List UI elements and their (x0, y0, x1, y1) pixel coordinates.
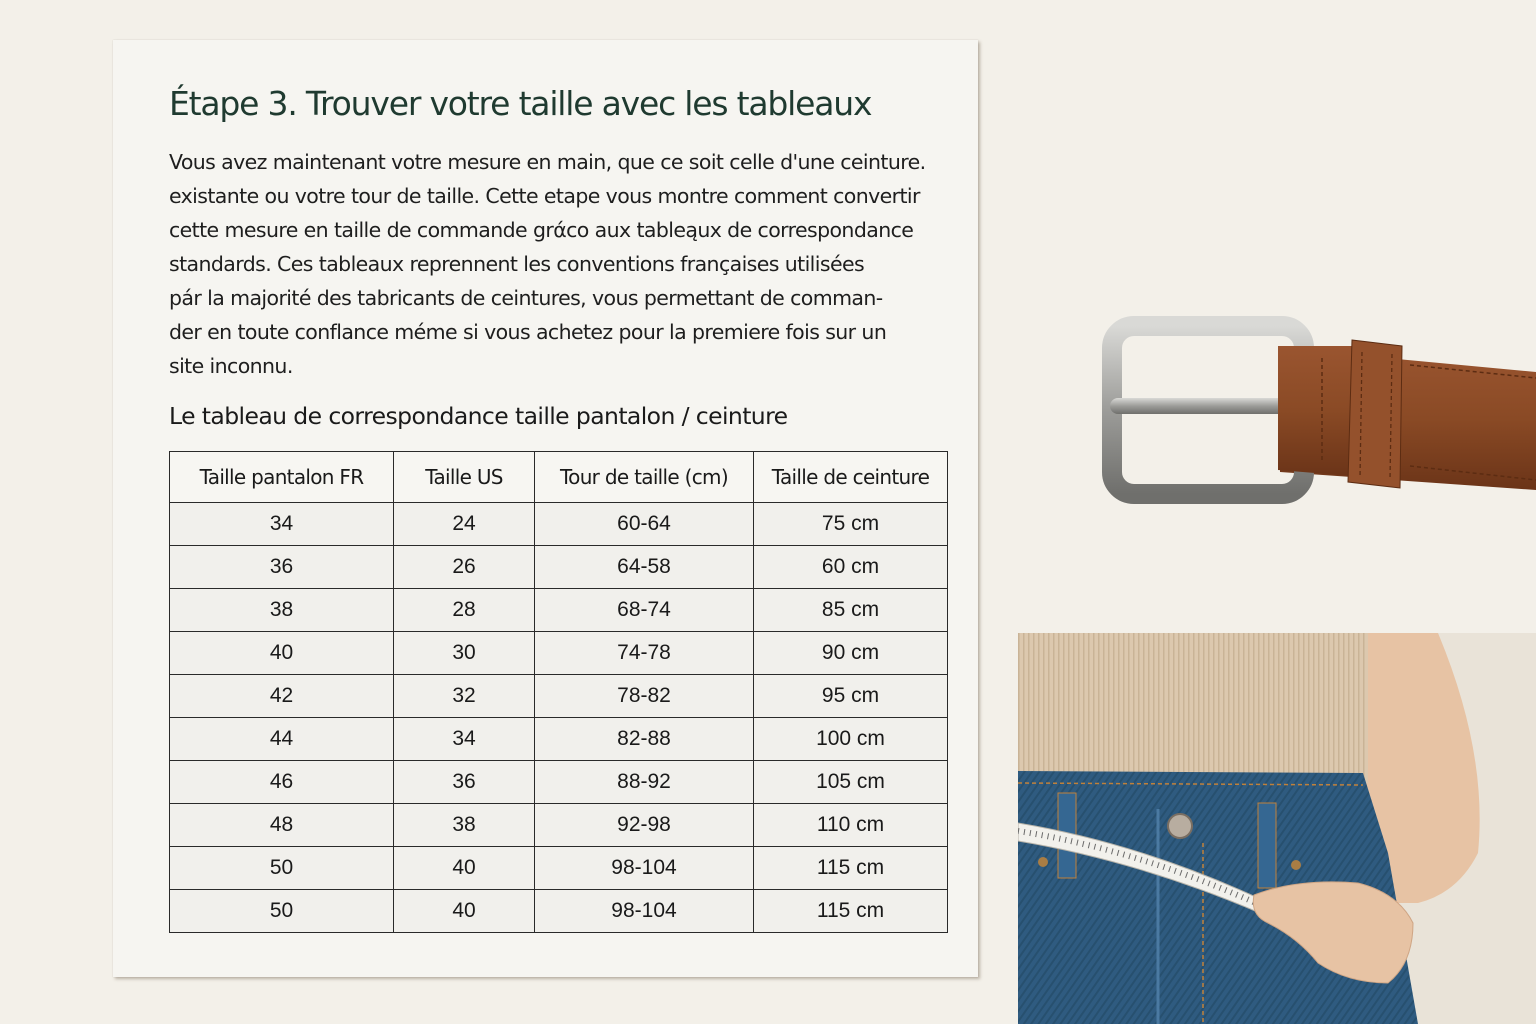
cell-us: 38 (394, 804, 535, 847)
table-row (170, 675, 948, 718)
cell-belt: 75 cm (754, 503, 948, 546)
intro-line: der en toute conflance méme si vous achetez pour la premiere fois sur un (169, 320, 887, 344)
header-belt-size: Taille de ceinture (754, 452, 948, 503)
cell-belt: 100 cm (754, 718, 948, 761)
cell-us: 40 (394, 847, 535, 890)
cell-us: 26 (394, 546, 535, 589)
table-row (170, 718, 948, 761)
table-row (170, 589, 948, 632)
table-title: Le tableau de correspondance taille pantalon / ceinture (169, 402, 788, 430)
table-row (170, 503, 948, 546)
cell-belt: 85 cm (754, 589, 948, 632)
ribbed-sweater (1018, 633, 1368, 783)
cell-us: 40 (394, 890, 535, 933)
cell-belt: 90 cm (754, 632, 948, 675)
cell-us: 28 (394, 589, 535, 632)
cell-us: 34 (394, 718, 535, 761)
cell-fr: 42 (170, 675, 394, 718)
jeans-button (1168, 814, 1192, 838)
page-title: Étape 3. Trouver votre taille avec les tableaux (169, 84, 872, 123)
intro-line: standards. Ces tableaux reprennent les conventions françaises utilisées (169, 252, 865, 276)
table-row (170, 546, 948, 589)
cell-belt: 110 cm (754, 804, 948, 847)
intro-line: Vous avez maintenant votre mesure en main, que ce soit celle d'une ceinture. (169, 150, 926, 174)
cell-fr: 46 (170, 761, 394, 804)
cell-waist: 68-74 (535, 589, 754, 632)
size-correspondence-table (169, 451, 948, 933)
cell-waist: 74-78 (535, 632, 754, 675)
intro-paragraph (169, 145, 959, 383)
cell-fr: 36 (170, 546, 394, 589)
header-us-size: Taille US (394, 452, 535, 503)
cell-waist: 64-58 (535, 546, 754, 589)
header-fr-size: Taille pantalon FR (170, 452, 394, 503)
cell-us: 32 (394, 675, 535, 718)
cell-us: 30 (394, 632, 535, 675)
intro-line: existante ou votre tour de taille. Cette etape vous montre comment convertir (169, 184, 920, 208)
table-header-row (170, 452, 948, 503)
cell-belt: 115 cm (754, 847, 948, 890)
cell-fr: 40 (170, 632, 394, 675)
cell-waist: 78-82 (535, 675, 754, 718)
intro-line: pár la majorité des tabricants de ceintures, vous permettant de comman- (169, 286, 883, 310)
size-guide-card (113, 40, 978, 977)
table-row (170, 804, 948, 847)
cell-belt: 60 cm (754, 546, 948, 589)
cell-fr: 48 (170, 804, 394, 847)
belt-keeper (1348, 340, 1402, 488)
intro-line: site inconnu. (169, 354, 293, 378)
intro-line: cette mesure en taille de commande grάco aux tableąux de correspondance (169, 218, 914, 242)
table-row (170, 761, 948, 804)
cell-fr: 38 (170, 589, 394, 632)
buckle-icon (1110, 326, 1306, 494)
table-row (170, 890, 948, 933)
cell-fr: 44 (170, 718, 394, 761)
cell-belt: 95 cm (754, 675, 948, 718)
cell-fr: 50 (170, 847, 394, 890)
cell-waist: 88-92 (535, 761, 754, 804)
table-row (170, 847, 948, 890)
cell-belt: 115 cm (754, 890, 948, 933)
cell-us: 36 (394, 761, 535, 804)
cell-waist: 92-98 (535, 804, 754, 847)
cell-waist: 98-104 (535, 890, 754, 933)
cell-waist: 82-88 (535, 718, 754, 761)
cell-waist: 60-64 (535, 503, 754, 546)
cell-us: 24 (394, 503, 535, 546)
waist-measurement-photo (1018, 633, 1536, 1024)
cell-belt: 105 cm (754, 761, 948, 804)
belt-photo (1090, 310, 1536, 510)
table-row (170, 632, 948, 675)
header-waist: Tour de taille (cm) (535, 452, 754, 503)
cell-waist: 98-104 (535, 847, 754, 890)
cell-fr: 50 (170, 890, 394, 933)
cell-fr: 34 (170, 503, 394, 546)
